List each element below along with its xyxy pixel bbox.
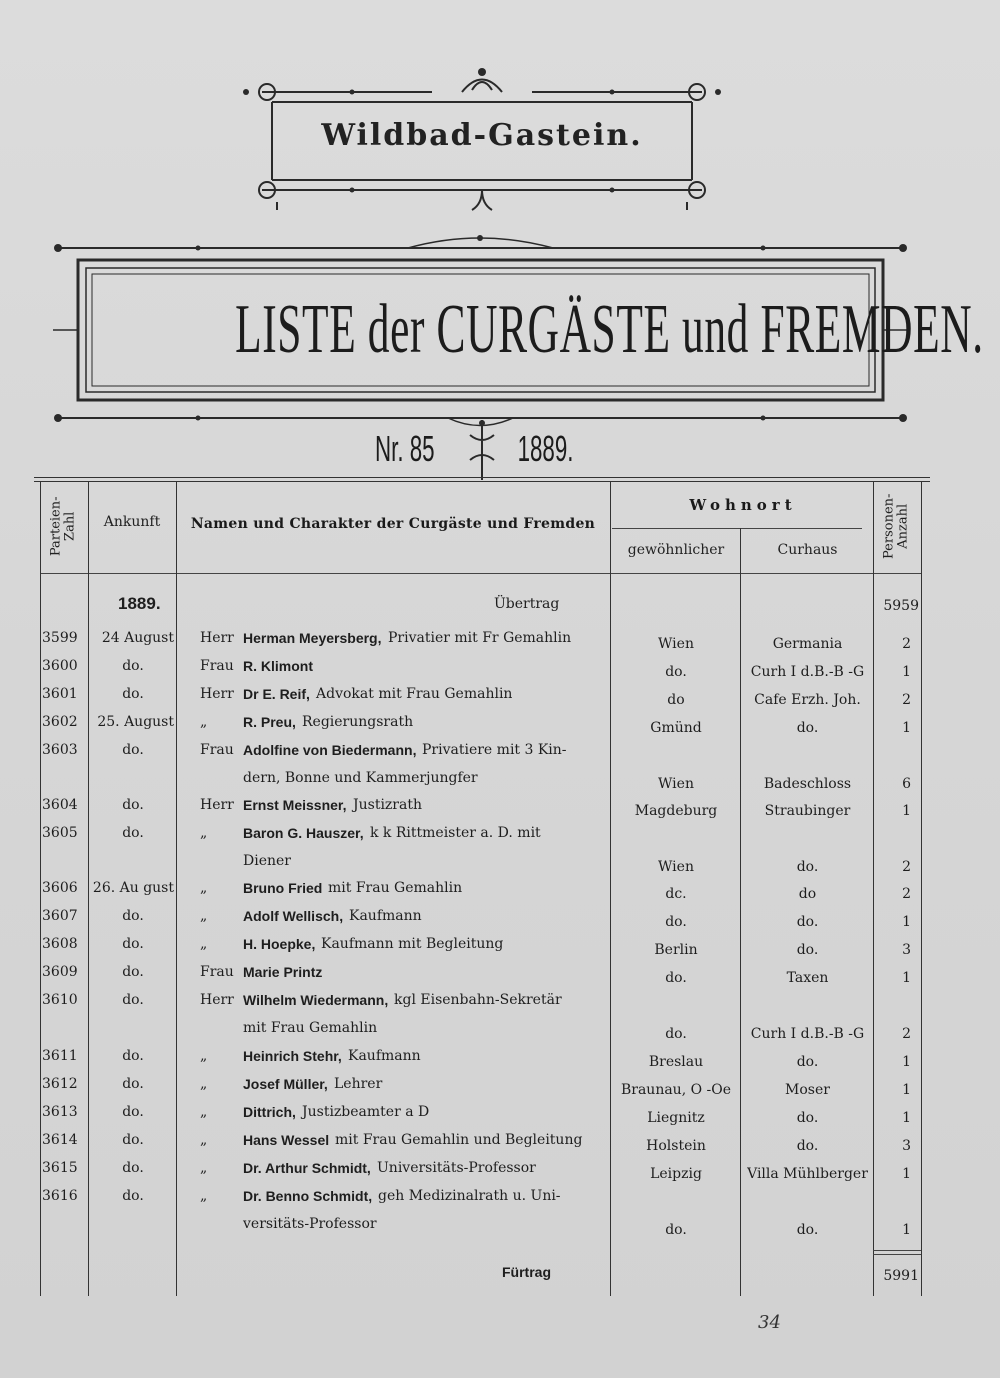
row-party-number: 3610 bbox=[42, 992, 78, 1008]
row-guest-name: Dr. Benno Schmidt, bbox=[243, 1188, 373, 1204]
row-curhaus: do. bbox=[796, 720, 819, 736]
row-description-line2: dern, Bonne und Kammerjungfer bbox=[243, 770, 478, 786]
row-title: Herr bbox=[200, 797, 234, 813]
row-guest-name: Baron G. Hauszer, bbox=[243, 825, 364, 841]
row-curhaus: Curh I d.B.-B -G bbox=[750, 1026, 865, 1042]
page-number: 34 bbox=[758, 1312, 781, 1333]
row-arrival-date: do. bbox=[122, 1188, 144, 1204]
row-party-number: 3613 bbox=[42, 1104, 78, 1120]
list-title: LISTE der CURGÄSTE und FREMDEN. bbox=[235, 291, 984, 368]
row-home-town: Breslau bbox=[648, 1054, 704, 1070]
header-bottom-rule bbox=[40, 573, 922, 574]
row-curhaus: do. bbox=[796, 942, 819, 958]
header-namen: Namen und Charakter der Curgäste und Fremden bbox=[190, 516, 596, 532]
row-person-count: 1 bbox=[902, 970, 911, 986]
row-arrival-date: do. bbox=[122, 1160, 144, 1176]
row-description: Kaufmann bbox=[349, 908, 422, 924]
row-description-line2: Diener bbox=[243, 853, 291, 869]
row-guest-name: Josef Müller, bbox=[243, 1076, 328, 1092]
row-person-count: 2 bbox=[902, 886, 911, 902]
row-description: Privatiere mit 3 Kin- bbox=[422, 742, 567, 758]
row-curhaus: do bbox=[798, 886, 817, 902]
row-person-count: 3 bbox=[902, 1138, 911, 1154]
row-description: mit Frau Gemahlin und Begleitung bbox=[335, 1132, 583, 1148]
row-party-number: 3599 bbox=[42, 630, 78, 646]
row-arrival-date: do. bbox=[122, 1132, 144, 1148]
row-person-count: 1 bbox=[902, 803, 911, 819]
header-partei: Parteien- Zahl bbox=[48, 496, 78, 557]
row-title: „ bbox=[200, 880, 208, 896]
row-person-count: 1 bbox=[902, 1110, 911, 1126]
row-curhaus: Straubinger bbox=[764, 803, 851, 819]
row-guest-name: Marie Printz bbox=[243, 964, 323, 980]
row-party-number: 3601 bbox=[42, 686, 78, 702]
row-person-count: 2 bbox=[902, 859, 911, 875]
uebertrag-total: 5959 bbox=[883, 598, 919, 614]
row-home-town: Braunau, O -Oe bbox=[620, 1082, 732, 1098]
header-ankunft: Ankunft bbox=[103, 514, 161, 530]
row-guest-name: Bruno Fried bbox=[243, 880, 323, 896]
row-person-count: 1 bbox=[902, 1054, 911, 1070]
row-guest-name: Ernst Meissner, bbox=[243, 797, 347, 813]
row-curhaus: do. bbox=[796, 1222, 819, 1238]
row-home-town: Gmünd bbox=[650, 720, 702, 736]
row-description: Kaufmann mit Begleitung bbox=[321, 936, 504, 952]
row-home-town: Wien bbox=[658, 776, 694, 792]
row-title: Frau bbox=[200, 742, 234, 758]
row-title: „ bbox=[200, 1076, 208, 1092]
center-ornament bbox=[462, 415, 502, 485]
row-party-number: 3606 bbox=[42, 880, 78, 896]
row-description: mit Frau Gemahlin bbox=[328, 880, 463, 896]
row-party-number: 3604 bbox=[42, 797, 78, 813]
sum-rule-2 bbox=[873, 1254, 921, 1255]
fuertrag-label: Fürtrag bbox=[502, 1264, 551, 1280]
row-description: Lehrer bbox=[334, 1076, 383, 1092]
row-guest-name: Dr E. Reif, bbox=[243, 686, 310, 702]
row-description: kgl Eisenbahn-Sekretär bbox=[394, 992, 562, 1008]
row-curhaus: Cafe Erzh. Joh. bbox=[754, 692, 861, 708]
uebertrag-label: Übertrag bbox=[494, 596, 560, 612]
table-top-rule-2 bbox=[34, 481, 930, 482]
row-arrival-date: do. bbox=[122, 686, 144, 702]
row-title: Frau bbox=[200, 658, 234, 674]
row-person-count: 1 bbox=[902, 720, 911, 736]
issue-number: Nr. 85 bbox=[375, 428, 435, 469]
row-arrival-date: 26. Au gust bbox=[92, 880, 174, 896]
row-description: geh Medizinalrath u. Uni- bbox=[378, 1188, 561, 1204]
row-party-number: 3607 bbox=[42, 908, 78, 924]
row-description: Universitäts-Professor bbox=[377, 1160, 536, 1176]
row-description-line2: versitäts-Professor bbox=[243, 1216, 377, 1232]
row-curhaus: do. bbox=[796, 914, 819, 930]
row-guest-name: Herman Meyersberg, bbox=[243, 630, 382, 646]
row-home-town: do. bbox=[665, 1222, 687, 1238]
row-home-town: Leipzig bbox=[650, 1166, 702, 1182]
row-person-count: 1 bbox=[902, 914, 911, 930]
row-arrival-date: do. bbox=[122, 1104, 144, 1120]
header-personen: Personen- Anzahl bbox=[881, 493, 911, 559]
row-guest-name: Adolf Wellisch, bbox=[243, 908, 344, 924]
row-description: Justizrath bbox=[353, 797, 422, 813]
sum-rule bbox=[873, 1250, 921, 1251]
row-description: Regierungsrath bbox=[302, 714, 414, 730]
row-party-number: 3600 bbox=[42, 658, 78, 674]
row-title: „ bbox=[200, 1048, 208, 1064]
row-person-count: 2 bbox=[902, 692, 911, 708]
row-guest-name: R. Klimont bbox=[243, 658, 313, 674]
row-title: „ bbox=[200, 908, 208, 924]
row-description: Kaufmann bbox=[348, 1048, 421, 1064]
row-party-number: 3603 bbox=[42, 742, 78, 758]
row-arrival-date: 25. August bbox=[97, 714, 174, 730]
row-arrival-date: do. bbox=[122, 992, 144, 1008]
col-line-5 bbox=[873, 481, 874, 1296]
row-home-town: Magdeburg bbox=[634, 803, 718, 819]
row-title: „ bbox=[200, 1104, 208, 1120]
wohnort-divider bbox=[612, 528, 862, 529]
row-party-number: 3611 bbox=[42, 1048, 78, 1064]
row-title: Herr bbox=[200, 630, 234, 646]
row-party-number: 3605 bbox=[42, 825, 78, 841]
row-guest-name: Heinrich Stehr, bbox=[243, 1048, 342, 1064]
table-top-rule bbox=[34, 477, 930, 478]
row-curhaus: Moser bbox=[785, 1082, 830, 1098]
header-curhaus: Curhaus bbox=[777, 542, 838, 558]
row-party-number: 3616 bbox=[42, 1188, 78, 1204]
row-description: Privatier mit Fr Gemahlin bbox=[388, 630, 572, 646]
issue-year: 1889. bbox=[517, 428, 574, 469]
issue-line bbox=[375, 428, 574, 470]
row-curhaus: do. bbox=[796, 1110, 819, 1126]
row-home-town: dc. bbox=[665, 886, 687, 902]
row-party-number: 3609 bbox=[42, 964, 78, 980]
row-party-number: 3602 bbox=[42, 714, 78, 730]
row-guest-name: Wilhelm Wiedermann, bbox=[243, 992, 389, 1008]
fuertrag-total: 5991 bbox=[883, 1268, 919, 1284]
row-arrival-date: do. bbox=[122, 825, 144, 841]
row-home-town: do. bbox=[665, 1026, 687, 1042]
header-wohnort: Wohnort bbox=[689, 496, 797, 514]
row-guest-name: R. Preu, bbox=[243, 714, 296, 730]
row-arrival-date: do. bbox=[122, 797, 144, 813]
row-title: Herr bbox=[200, 686, 234, 702]
row-curhaus: Badeschloss bbox=[763, 776, 852, 792]
row-party-number: 3614 bbox=[42, 1132, 78, 1148]
row-title: „ bbox=[200, 1160, 208, 1176]
row-arrival-date: do. bbox=[122, 936, 144, 952]
col-line-0 bbox=[40, 481, 41, 1296]
row-home-town: do. bbox=[665, 664, 687, 680]
row-person-count: 2 bbox=[902, 636, 911, 652]
header-gewoehnlicher: gewöhnlicher bbox=[627, 542, 725, 558]
row-title: Frau bbox=[200, 964, 234, 980]
row-description: k k Rittmeister a. D. mit bbox=[370, 825, 541, 841]
row-curhaus: Curh I d.B.-B -G bbox=[750, 664, 865, 680]
row-person-count: 1 bbox=[902, 664, 911, 680]
row-guest-name: Dr. Arthur Schmidt, bbox=[243, 1160, 371, 1176]
row-party-number: 3612 bbox=[42, 1076, 78, 1092]
row-person-count: 1 bbox=[902, 1082, 911, 1098]
row-curhaus: Germania bbox=[772, 636, 843, 652]
row-party-number: 3608 bbox=[42, 936, 78, 952]
row-title: „ bbox=[200, 714, 208, 730]
col-line-3 bbox=[610, 481, 611, 1296]
row-arrival-date: 24 August bbox=[101, 630, 174, 646]
row-arrival-date: do. bbox=[122, 908, 144, 924]
col-line-1 bbox=[88, 481, 89, 1296]
row-party-number: 3615 bbox=[42, 1160, 78, 1176]
row-home-town: Berlin bbox=[654, 942, 698, 958]
row-title: „ bbox=[200, 936, 208, 952]
row-person-count: 1 bbox=[902, 1166, 911, 1182]
row-person-count: 1 bbox=[902, 1222, 911, 1238]
row-curhaus: do. bbox=[796, 859, 819, 875]
row-description: Justizbeamter a D bbox=[302, 1104, 430, 1120]
row-home-town: Holstein bbox=[646, 1138, 706, 1154]
row-home-town: do. bbox=[665, 970, 687, 986]
year-label: 1889. bbox=[118, 594, 161, 613]
row-arrival-date: do. bbox=[122, 658, 144, 674]
row-guest-name: Dittrich, bbox=[243, 1104, 296, 1120]
place-title: Wildbad-Gastein. bbox=[321, 118, 643, 153]
row-arrival-date: do. bbox=[122, 742, 144, 758]
row-home-town: Wien bbox=[658, 636, 694, 652]
row-guest-name: Adolfine von Biedermann, bbox=[243, 742, 417, 758]
col-line-2 bbox=[176, 481, 177, 1296]
row-guest-name: Hans Wessel bbox=[243, 1132, 330, 1148]
row-guest-name: H. Hoepke, bbox=[243, 936, 316, 952]
row-title: „ bbox=[200, 1132, 208, 1148]
row-person-count: 3 bbox=[902, 942, 911, 958]
row-title: Herr bbox=[200, 992, 234, 1008]
row-person-count: 6 bbox=[902, 776, 911, 792]
row-description: Advokat mit Frau Gemahlin bbox=[316, 686, 513, 702]
row-title: „ bbox=[200, 1188, 208, 1204]
row-curhaus: do. bbox=[796, 1138, 819, 1154]
row-home-town: do. bbox=[665, 914, 687, 930]
row-curhaus: Taxen bbox=[786, 970, 829, 986]
col-line-4 bbox=[740, 528, 741, 1296]
row-home-town: do bbox=[667, 692, 685, 708]
col-line-6 bbox=[921, 481, 922, 1296]
row-arrival-date: do. bbox=[122, 1076, 144, 1092]
row-curhaus: Villa Mühlberger bbox=[747, 1166, 868, 1182]
row-arrival-date: do. bbox=[122, 1048, 144, 1064]
row-curhaus: do. bbox=[796, 1054, 819, 1070]
row-title: „ bbox=[200, 825, 208, 841]
row-arrival-date: do. bbox=[122, 964, 144, 980]
row-home-town: Liegnitz bbox=[647, 1110, 705, 1126]
row-person-count: 2 bbox=[902, 1026, 911, 1042]
row-description-line2: mit Frau Gemahlin bbox=[243, 1020, 378, 1036]
row-home-town: Wien bbox=[658, 859, 694, 875]
